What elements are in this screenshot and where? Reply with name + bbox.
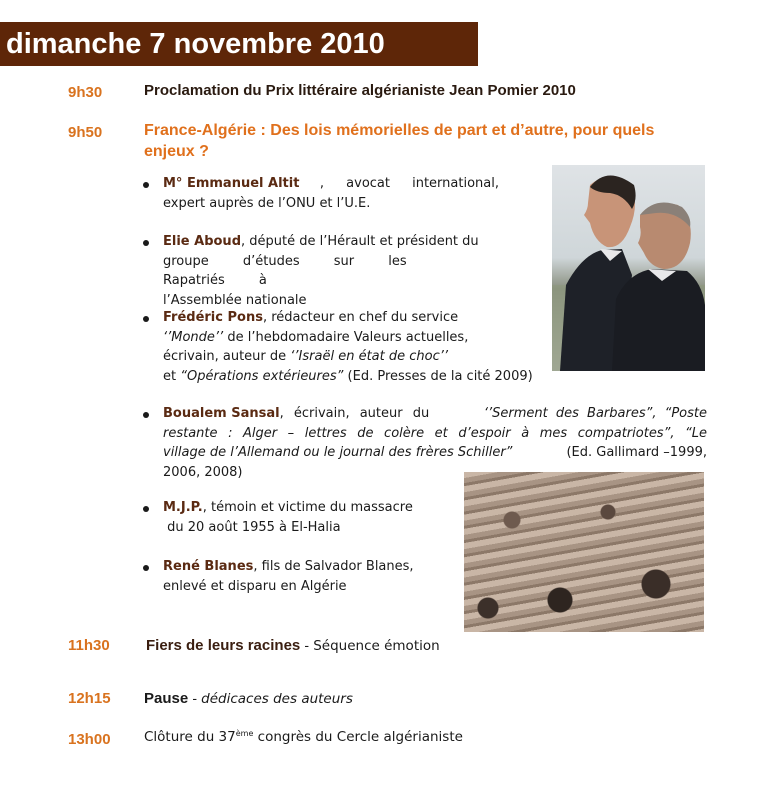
speaker-item [163, 557, 453, 596]
speaker-item [163, 498, 453, 537]
event-title: Clôture du 37 [144, 729, 236, 745]
book-title: restante : Alger – lettres de colère et d’espoir à mes compatriotes”, “Le [163, 425, 707, 441]
book-title: ‘’Monde’’ [163, 329, 224, 345]
photo-officials [552, 165, 705, 371]
bullet-icon [143, 506, 149, 512]
bullet-icon [143, 412, 149, 418]
bullet-icon [143, 565, 149, 571]
speaker-desc: l’Assemblée nationale [163, 292, 307, 308]
event-title-row [146, 636, 440, 654]
date-banner [0, 22, 478, 66]
speaker-name: Frédéric Pons [163, 310, 263, 325]
time-label: 13h00 [68, 731, 111, 748]
speaker-desc: , avocat international, [319, 176, 499, 191]
book-title: “Opérations extérieures” [180, 368, 344, 384]
event-title: Proclamation du Prix littéraire algérianiste Jean Pomier 2010 [144, 82, 576, 99]
page-title: dimanche 7 novembre 2010 [6, 28, 385, 60]
event-subtitle: Séquence émotion [313, 638, 440, 654]
speaker-desc: (Ed. Presses de la cité 2009) [343, 368, 533, 384]
event-subtitle: dédicaces des auteurs [201, 691, 353, 707]
speaker-desc: groupe d’études sur les Rapatriés à [163, 253, 407, 288]
event-title: Pause [144, 690, 189, 707]
speaker-desc: enlevé et disparu en Algérie [163, 578, 347, 594]
event-title: Fiers de leurs racines [146, 637, 301, 654]
book-title: village de l’Allemand ou le journal des frères Schiller” [163, 445, 513, 460]
time-label: 12h15 [68, 690, 111, 707]
speaker-desc: écrivain, auteur de [163, 349, 291, 364]
speaker-desc: , député de l’Hérault et président du [241, 234, 479, 249]
event-title-row [144, 689, 353, 707]
speaker-name: M° Emmanuel Altit [163, 176, 300, 191]
speaker-name: René Blanes [163, 559, 254, 574]
speaker-desc: , écrivain, auteur du [279, 406, 430, 421]
time-label: 9h50 [68, 124, 103, 141]
bullet-icon [143, 240, 149, 246]
speaker-name: Boualem Sansal [163, 406, 280, 421]
photo-officials-illustration [552, 165, 705, 371]
time-label: 11h30 [68, 637, 110, 654]
event-separator: - [188, 692, 202, 707]
event-title-cont: enjeux ? [144, 143, 209, 160]
speaker-name: Elie Aboud [163, 234, 241, 249]
speaker-desc: 2006, 2008) [163, 464, 243, 480]
event-title-cont: congrès du Cercle algérianiste [253, 729, 463, 745]
book-title: ‘’Serment des Barbares”, “Poste [483, 406, 707, 421]
bullet-icon [143, 182, 149, 188]
speaker-desc: expert auprès de l’ONU et l’U.E. [163, 195, 371, 211]
speaker-desc: , fils de Salvador Blanes, [253, 559, 414, 574]
event-title-row [144, 729, 463, 745]
speaker-item [163, 308, 563, 386]
book-title: ‘’Israël en état de choc’’ [290, 349, 449, 364]
speaker-item [163, 174, 499, 213]
event-title: France-Algérie : Des lois mémorielles de part et d’autre, pour quels [144, 122, 655, 139]
speaker-desc: , rédacteur en chef du service [262, 310, 459, 325]
speaker-desc: du 20 août 1955 à El-Halia [163, 519, 341, 535]
ordinal-suffix: ème [235, 729, 254, 738]
speaker-desc: , témoin et victime du massacre [202, 500, 413, 515]
photo-funeral-crowd [464, 472, 704, 632]
speaker-desc: (Ed. Gallimard –1999, [566, 445, 707, 460]
event-separator: - [300, 639, 314, 654]
speaker-item [163, 232, 499, 310]
speaker-item [163, 404, 707, 482]
speaker-desc: de l’hebdomadaire Valeurs actuelles, [223, 329, 469, 345]
time-label: 9h30 [68, 84, 103, 101]
speaker-desc: et [163, 368, 181, 384]
speaker-name: M.J.P. [163, 500, 203, 515]
bullet-icon [143, 316, 149, 322]
